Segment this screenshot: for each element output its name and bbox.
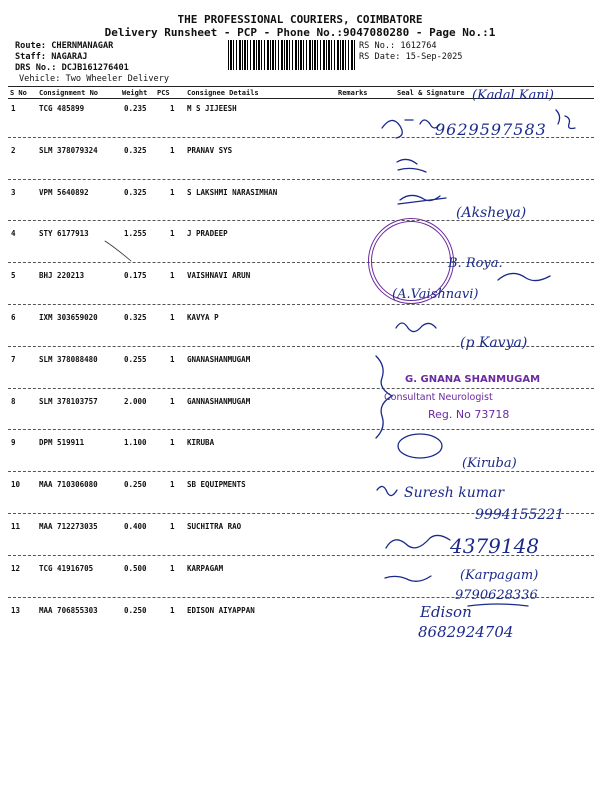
stamp-reg: Reg. No 73718 (428, 408, 510, 421)
col-pcs: PCS (157, 89, 170, 97)
row-consignment: DPM 519911 (39, 438, 85, 448)
row-weight: 2.000 (124, 396, 147, 406)
sig-row5-sign: B. Roya. (448, 256, 503, 271)
row-pcs: 1 (170, 605, 175, 615)
stamp-title: Consultant Neurologist (384, 392, 493, 403)
row-weight: 0.250 (124, 605, 147, 615)
row-weight: 0.175 (124, 271, 147, 281)
row-pcs: 1 (170, 563, 175, 573)
rs-date: RS Date: 15-Sep-2025 (359, 52, 463, 62)
sig-row13-phone: 8682924704 (418, 623, 514, 641)
col-remarks: Remarks (338, 89, 368, 97)
row-consignment: VPM 5640892 (39, 187, 89, 197)
row-sno: 7 (11, 354, 16, 364)
col-consignee: Consignee Details (187, 89, 259, 97)
sig-row5-name: (A.Vaishnavi) (392, 287, 479, 302)
runsheet-subtitle: Delivery Runsheet - PCP - Phone No.:9047080280 - Page No.:1 (104, 26, 496, 39)
row-consignee: KARPAGAM (187, 563, 224, 573)
row-consignment: IXM 303659020 (39, 313, 98, 322)
col-weight: Weight (122, 89, 148, 97)
row-weight: 0.250 (124, 480, 147, 490)
row-weight: 0.325 (124, 145, 147, 155)
row-weight: 0.500 (124, 563, 147, 573)
staff-label: Staff: NAGARAJ (15, 52, 88, 62)
row-sno: 12 (11, 563, 21, 573)
drs-label: DRS No.: DCJB161276401 (15, 63, 129, 73)
col-sno: S No (10, 89, 27, 97)
row-sno: 5 (11, 271, 16, 281)
row-sno: 6 (11, 313, 16, 322)
row-weight: 0.235 (124, 104, 147, 113)
sig-row10-name: Suresh kumar (404, 485, 505, 501)
vehicle-label: Vehicle: Two Wheeler Delivery (19, 74, 170, 84)
row-consignment: MAA 710306080 (39, 480, 98, 490)
row-consignment: SLM 378088480 (39, 354, 98, 364)
row-weight: 0.255 (124, 354, 147, 364)
row-consignee: VAISHNAVI ARUN (187, 271, 251, 281)
rs-number: RS No.: 1612764 (359, 41, 437, 51)
row-consignee: EDISON AIYAPPAN (187, 605, 255, 615)
row-consignee: SUCHITRA RAO (187, 522, 242, 531)
row-pcs: 1 (170, 187, 175, 197)
sig-row10-phone: 9994155221 (475, 507, 565, 523)
row-sno: 4 (11, 229, 16, 239)
row-consignment: BHJ 220213 (39, 271, 85, 281)
row-sno: 9 (11, 438, 16, 448)
row-pcs: 1 (170, 229, 175, 239)
row-consignment: SLM 378103757 (39, 396, 98, 406)
row-weight: 0.325 (124, 187, 147, 197)
row-consignment: SLM 378079324 (39, 145, 98, 155)
row-consignee: GANNASHANMUGAM (187, 396, 251, 406)
sig-row1-name: (Kadal Kani) (472, 88, 554, 103)
col-consignment: Consignment No (39, 89, 99, 97)
row-sno: 10 (11, 480, 21, 490)
row-pcs: 1 (170, 522, 175, 531)
sig-row12-name: (Karpagam) (460, 568, 539, 583)
row-weight: 1.100 (124, 438, 147, 448)
company-title: THE PROFESSIONAL COURIERS, COIMBATORE (177, 13, 423, 26)
row-sno: 2 (11, 145, 16, 155)
sig-row12-phone: 9790628336 (455, 588, 538, 603)
row-consignee: J PRADEEP (187, 229, 228, 239)
sig-row6-name: (p Kavya) (460, 335, 528, 351)
row-consignment: TCG 485899 (39, 104, 85, 113)
row-consignee: M S JIJEESH (187, 104, 237, 113)
row-pcs: 1 (170, 480, 175, 490)
row-sno: 11 (11, 522, 21, 531)
row-weight: 0.325 (124, 313, 147, 322)
sig-row11-sign: 4379148 (450, 534, 540, 558)
row-consignment: MAA 712273035 (39, 522, 98, 531)
sig-row3-name: (Aksheya) (456, 205, 527, 221)
row-pcs: 1 (170, 271, 175, 281)
row-consignee: GNANASHANMUGAM (187, 354, 251, 364)
row-pcs: 1 (170, 313, 175, 322)
row-sno: 3 (11, 187, 16, 197)
row-pcs: 1 (170, 104, 175, 113)
col-signature: Seal & Signature (397, 89, 465, 97)
row-sno: 1 (11, 104, 16, 113)
sig-row9-name: (Kiruba) (462, 456, 517, 471)
sig-row13-name: Edison (420, 603, 472, 621)
row-consignee: KIRUBA (187, 438, 215, 448)
row-weight: 1.255 (124, 229, 147, 239)
sig-row1-phone: 9629597583 (435, 120, 547, 139)
row-consignee: KAVYA P (187, 313, 219, 322)
row-pcs: 1 (170, 354, 175, 364)
stamp-name: G. GNANA SHANMUGAM (405, 374, 541, 385)
row-sno: 13 (11, 605, 21, 615)
route-label: Route: CHERNMANAGAR (15, 41, 114, 51)
row-consignee: S LAKSHMI NARASIMHAN (187, 187, 278, 197)
row-consignee: SB EQUIPMENTS (187, 480, 246, 490)
row-weight: 0.400 (124, 522, 147, 531)
row-pcs: 1 (170, 396, 175, 406)
row-consignment: TCG 41916705 (39, 563, 94, 573)
row-consignee: PRANAV SYS (187, 145, 233, 155)
row-sno: 8 (11, 396, 16, 406)
row-pcs: 1 (170, 438, 175, 448)
row-pcs: 1 (170, 145, 175, 155)
row-consignment: STY 6177913 (39, 229, 89, 239)
row-consignment: MAA 706855303 (39, 605, 98, 615)
